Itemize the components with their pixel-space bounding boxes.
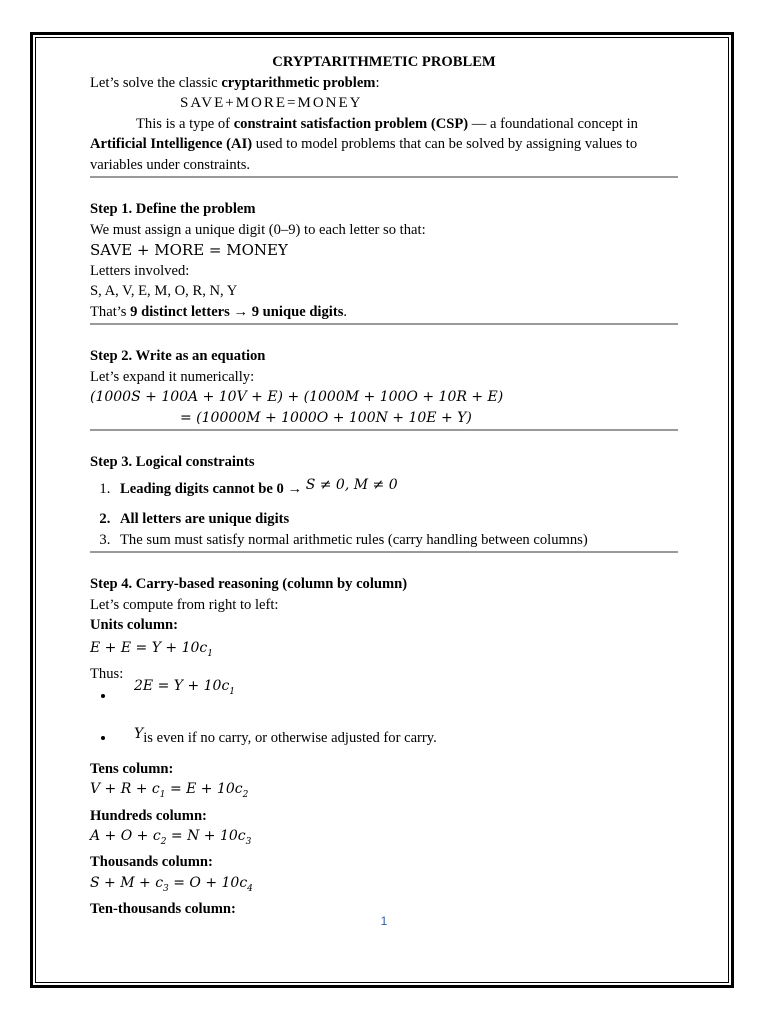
page-title: CRYPTARITHMETIC PROBLEM [272, 54, 496, 70]
divider [90, 551, 678, 553]
that-bold: 9 distinct letters → 9 unique digits [130, 303, 344, 320]
that-period: . [343, 303, 348, 320]
step2-heading: Step 2. Write as an equation [90, 348, 266, 364]
hundreds-eq-b-sub: 3 [245, 836, 252, 847]
intro-p2-bold-ai: Artificial Intelligence (AI) [90, 136, 253, 152]
list-item [116, 678, 678, 722]
divider [90, 323, 678, 325]
letters-label: Letters involved: [90, 262, 190, 279]
tens-eq-a: V + R + c [90, 781, 160, 798]
step4-heading: Step 4. Carry-based reasoning (column by column) [90, 576, 408, 592]
hundreds-eq-a-sub: 2 [160, 836, 167, 847]
that-text: That’s [90, 303, 131, 320]
thousands-eq-a-sub: 3 [163, 883, 169, 894]
thousands-equation [90, 873, 678, 899]
hundreds-eq-a: A + O + c [90, 828, 161, 845]
step2-equation-line2: = (10000M + 1000O + 100N + 10E + Y) [180, 409, 472, 426]
thus-label: Thus: [90, 665, 124, 682]
step1-line: We must assign a unique digit (0–9) to each letter so that: [90, 221, 426, 238]
list-item [114, 530, 678, 551]
divider [90, 176, 678, 178]
page-number: 1 [380, 914, 388, 928]
tens-eq-a-sub: 1 [159, 790, 166, 801]
step1-heading: Step 1. Define the problem [90, 201, 256, 217]
tens-label: Tens column: [90, 760, 174, 777]
tens-eq-b: = E + 10c [165, 781, 243, 798]
intro-equation: SAVE+MORE=MONEY [180, 95, 363, 111]
ten-thousands-label: Ten-thousands column: [90, 901, 236, 918]
bullet2-var: Y [134, 726, 144, 743]
constraint-3-text: The sum must satisfy normal arithmetic rules (carry handling between columns) [120, 531, 588, 548]
hundreds-label: Hundreds column: [90, 807, 207, 824]
thousands-eq-b-sub: 4 [247, 883, 253, 894]
tens-eq-b-sub: 2 [242, 790, 249, 801]
units-eq-text: E + E = Y + 10c [90, 639, 208, 656]
constraint-1-math: S ≠ 0, M ≠ 0 [305, 476, 398, 493]
intro-p2-mid: — a foundational concept in [468, 115, 638, 132]
step2-line: Let’s expand it numerically: [90, 368, 255, 385]
thousands-label: Thousands column: [90, 854, 213, 871]
bullet1-eq-sub: 1 [229, 687, 236, 698]
intro-p2-bold-csp: constraint satisfaction problem (CSP) [233, 115, 469, 132]
divider [90, 429, 678, 431]
reasoning-list [90, 678, 678, 749]
list-item [114, 509, 678, 530]
bullet1-eq-text: 2E = Y + 10c [134, 678, 230, 695]
tens-equation [90, 779, 678, 805]
intro-bold: cryptarithmetic problem [221, 74, 376, 91]
step4-line: Let’s compute from right to left: [90, 596, 279, 613]
intro-p2-post: used to model problems that can be solved by assigning values to variables under constraints. [90, 136, 638, 173]
document-page [90, 52, 678, 920]
list-item [116, 728, 678, 749]
letters-list: S, A, V, E, M, O, R, N, Y [90, 283, 238, 299]
hundreds-equation [90, 826, 678, 852]
step1-equation: SAVE + MORE = MONEY [90, 241, 288, 259]
bullet2-text: is even if no carry, or otherwise adjusted for carry. [143, 730, 437, 747]
intro-text: Let’s solve the classic [90, 74, 222, 91]
hundreds-eq-b: = N + 10c [166, 828, 246, 845]
step3-heading: Step 3. Logical constraints [90, 454, 255, 470]
units-label: Units column: [90, 617, 178, 633]
thousands-eq-a: S + M + c [90, 874, 164, 891]
constraint-2-text: All letters are unique digits [120, 511, 290, 527]
constraints-list [90, 476, 678, 551]
distinct-letters-line [90, 302, 678, 323]
intro-line [90, 73, 678, 94]
intro-p2-text: This is a type of [136, 115, 234, 132]
units-equation [90, 638, 678, 664]
intro-colon: : [375, 74, 380, 91]
units-eq-sub: 1 [207, 648, 213, 659]
constraint-1-text: Leading digits cannot be 0 → [120, 480, 303, 497]
list-item [114, 476, 678, 500]
bullet1-equation [134, 678, 236, 698]
intro-paragraph [90, 114, 678, 176]
thousands-eq-b: = O + 10c [168, 874, 248, 891]
step2-equation-line1: (1000S + 100A + 10V + E) + (1000M + 100O + 10R + E) [90, 389, 504, 405]
